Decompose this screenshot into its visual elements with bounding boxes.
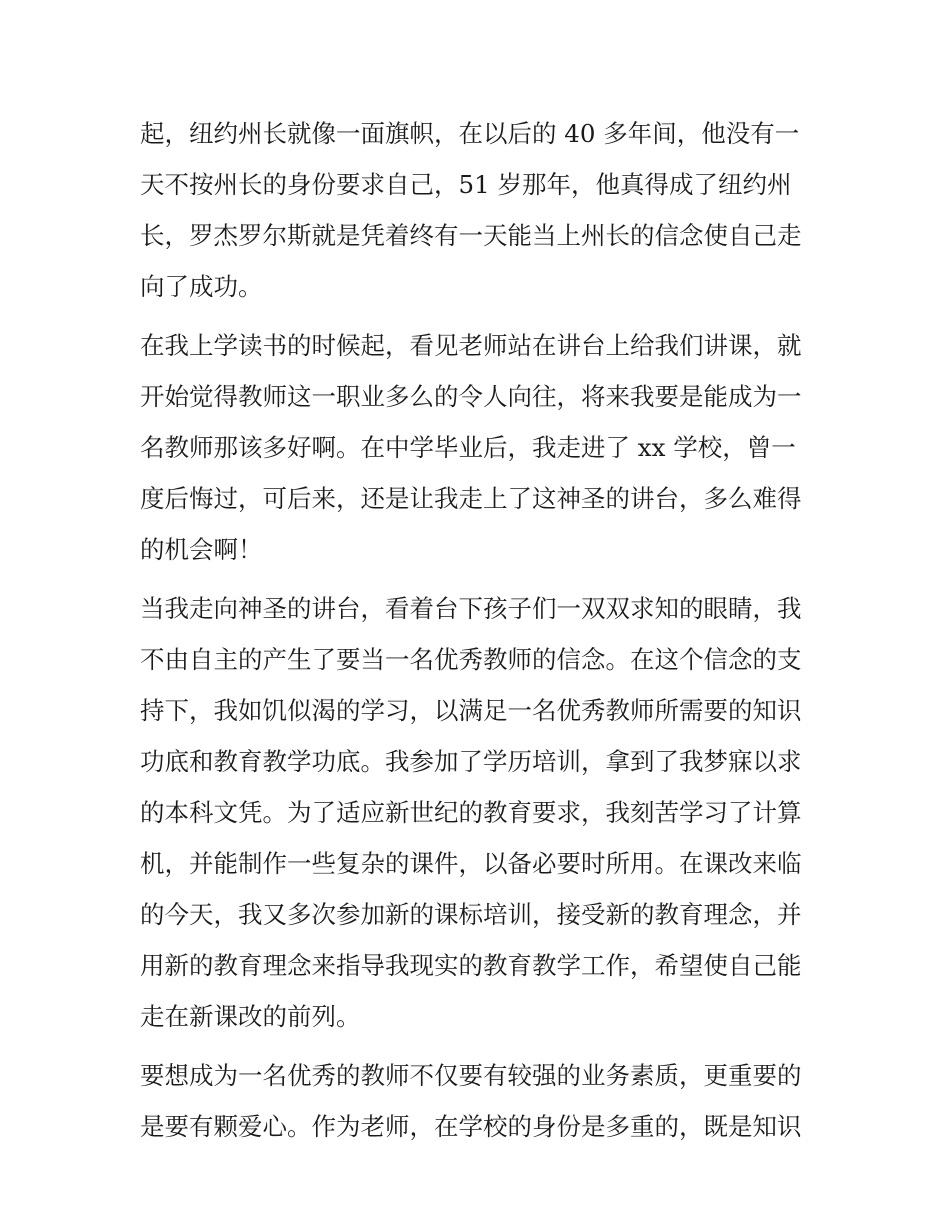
text-line: 持下，我如饥似渴的学习，以满足一名优秀教师所需要的知识 — [140, 696, 802, 725]
text-line: 的今天，我又多次参加新的课标培训，接受新的教育理念，并 — [140, 900, 802, 929]
text-line: 要想成为一名优秀的教师不仅要有较强的业务素质，更重要的 — [140, 1061, 802, 1090]
text-line: 长，罗杰罗尔斯就是凭着终有一天能当上州长的信念使自己走 — [140, 221, 802, 250]
text-line: 名教师那该多好啊。在中学毕业后，我走进了 xx 学校，曾一 — [140, 433, 796, 462]
text-line: 向了成功。 — [140, 272, 263, 301]
paragraph-2 — [140, 320, 815, 575]
text-line: 在我上学读书的时候起，看见老师站在讲台上给我们讲课，就 — [140, 331, 802, 360]
paragraph-gap — [140, 575, 815, 583]
text-line: 功底和教育教学功底。我参加了学历培训，拿到了我梦寐以求 — [140, 747, 802, 776]
paragraph-3 — [140, 583, 815, 1042]
text-line: 当我走向神圣的讲台，看着台下孩子们一双双求知的眼睛，我 — [140, 594, 802, 623]
paragraph-gap — [140, 312, 815, 320]
text-line: 天不按州长的身份要求自己，51 岁那年，他真得成了纽约州 — [140, 170, 792, 199]
text-line: 不由自主的产生了要当一名优秀教师的信念。在这个信念的支 — [140, 645, 802, 674]
text-line: 度后悔过，可后来，还是让我走上了这神圣的讲台，多么难得 — [140, 484, 802, 513]
text-line: 用新的教育理念来指导我现实的教育教学工作，希望使自己能 — [140, 951, 802, 980]
paragraph-1 — [140, 108, 815, 312]
document-body — [140, 108, 815, 1152]
text-line: 的本科文凭。为了适应新世纪的教育要求，我刻苦学习了计算 — [140, 798, 802, 827]
paragraph-gap — [140, 1042, 815, 1050]
text-line: 机，并能制作一些复杂的课件，以备必要时所用。在课改来临 — [140, 849, 802, 878]
text-line: 的机会啊！ — [140, 535, 263, 564]
text-line: 开始觉得教师这一职业多么的令人向往，将来我要是能成为一 — [140, 382, 802, 411]
text-line: 是要有颗爱心。作为老师，在学校的身份是多重的，既是知识 — [140, 1112, 802, 1141]
text-line: 走在新课改的前列。 — [140, 1002, 361, 1031]
text-line: 起，纽约州长就像一面旗帜，在以后的 40 多年间，他没有一 — [140, 119, 800, 148]
paragraph-4 — [140, 1050, 815, 1152]
